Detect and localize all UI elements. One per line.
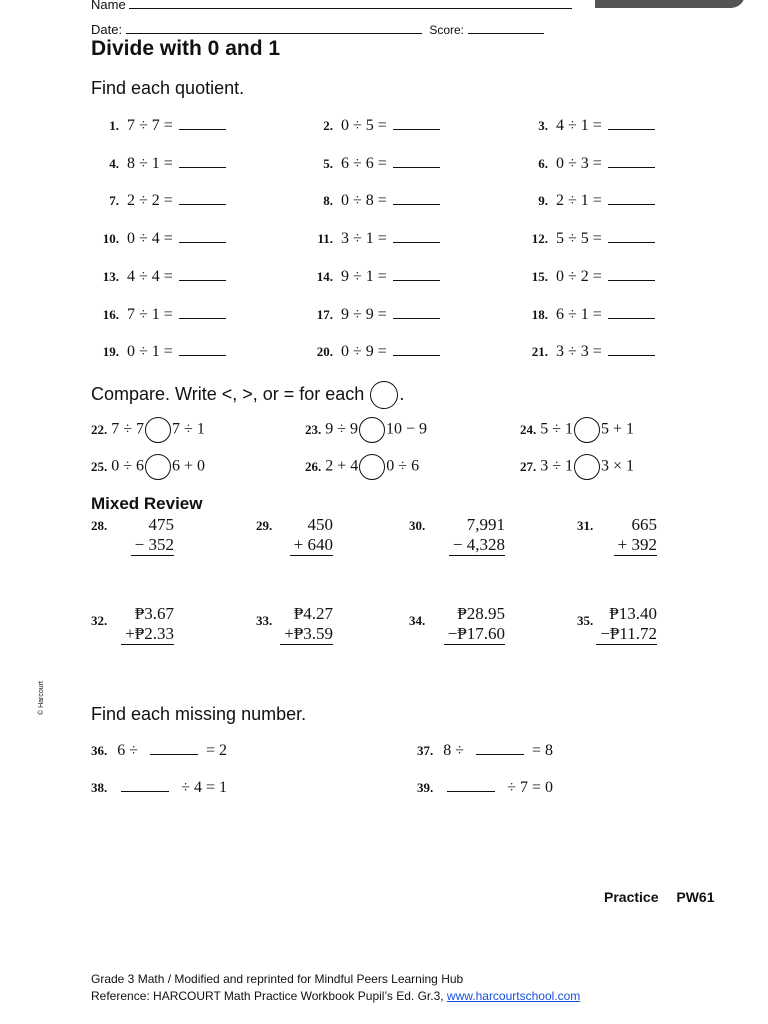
answer-blank[interactable] (179, 278, 226, 281)
bottom-number: −₱17.60 (444, 624, 505, 645)
quotient-problem (520, 343, 655, 361)
column-problem (444, 604, 505, 645)
answer-blank[interactable] (179, 316, 226, 319)
quotient-problem (520, 117, 655, 135)
date-line[interactable] (91, 21, 544, 37)
problem-number: 10. (102, 231, 119, 246)
column-problem (449, 515, 505, 556)
compare-problem (520, 417, 634, 443)
mixed-review-title: Mixed Review (91, 494, 203, 513)
problem-number: 4. (109, 156, 119, 171)
column-problem (614, 515, 657, 556)
answer-blank[interactable] (608, 127, 655, 130)
right-expression: 7 ÷ 1 (172, 420, 205, 438)
answer-blank[interactable] (179, 240, 226, 243)
top-number: ₱4.27 (293, 604, 333, 623)
problem-number: 35. (577, 613, 594, 628)
problem-text: = 2 (206, 742, 228, 759)
quotient-problem (305, 155, 440, 173)
answer-blank[interactable] (447, 789, 495, 792)
quotient-problem (91, 268, 226, 286)
answer-blank[interactable] (121, 789, 169, 792)
problem-text: 6 ÷ 6 = (341, 155, 387, 172)
problem-text: 9 ÷ 9 = (341, 306, 387, 323)
footer-reference: Reference: HARCOURT Math Practice Workbook Pupil’s Ed. Gr.3, (91, 989, 447, 1003)
compare-circle[interactable] (574, 454, 600, 480)
right-expression: 3 × 1 (601, 457, 635, 475)
top-number: 475 (148, 515, 174, 534)
problem-number: 39. (417, 780, 434, 795)
compare-circle[interactable] (145, 417, 171, 443)
footer-link[interactable]: www.harcourtschool.com (446, 989, 581, 1003)
answer-blank[interactable] (179, 353, 226, 356)
compare-problem (305, 417, 427, 443)
quotient-problem (305, 192, 440, 210)
quotient-problem (91, 230, 226, 248)
answer-blank[interactable] (393, 127, 440, 130)
right-expression: 6 + 0 (172, 457, 206, 475)
problem-text: = 8 (532, 742, 554, 759)
problem-39 (417, 779, 553, 797)
problem-text: ÷ 4 = 1 (181, 779, 228, 796)
section1-instruction: Find each quotient. (91, 78, 245, 98)
page-number: PW61 (676, 889, 715, 905)
problem-number: 38. (91, 780, 108, 795)
answer-blank[interactable] (393, 240, 440, 243)
top-number: 7,991 (466, 515, 505, 534)
practice-label (604, 889, 715, 905)
problem-number: 23. (305, 421, 322, 437)
problem-number: 22. (91, 421, 108, 437)
compare-circle[interactable] (145, 454, 171, 480)
problem-number: 21. (531, 344, 548, 359)
quotient-problem (91, 306, 226, 324)
top-number: ₱3.67 (134, 604, 174, 623)
quotient-problem (520, 155, 655, 173)
quotient-problem (305, 343, 440, 361)
problem-text: 0 ÷ 9 = (341, 343, 387, 360)
problem-number: 33. (256, 613, 273, 628)
problem-number: 28. (91, 518, 108, 533)
left-expression: 2 + 4 (325, 457, 359, 475)
problem-text: 8 ÷ (443, 742, 465, 759)
quotient-problem (91, 343, 226, 361)
problem-number: 34. (409, 613, 426, 628)
answer-blank[interactable] (179, 127, 226, 130)
bottom-number: − 352 (131, 535, 174, 556)
problem-text: 0 ÷ 5 = (341, 117, 387, 134)
lesson-badge (595, 0, 745, 8)
top-number: 450 (307, 515, 333, 534)
problem-number: 3. (538, 118, 548, 133)
answer-blank[interactable] (608, 202, 655, 205)
problem-text: 4 ÷ 1 = (556, 117, 602, 134)
problem-number: 5. (323, 156, 333, 171)
bottom-number: −₱11.72 (596, 624, 657, 645)
section2-instruction (91, 381, 404, 409)
column-problem (131, 515, 174, 556)
left-expression: 9 ÷ 9 (325, 420, 359, 438)
page-title: Divide with 0 and 1 (91, 37, 281, 60)
date-label: Date: (91, 22, 123, 37)
problem-number: 37. (417, 743, 434, 758)
answer-blank[interactable] (150, 752, 198, 755)
problem-number: 20. (316, 344, 333, 359)
problem-number: 2. (323, 118, 333, 133)
instruction-period: . (399, 383, 405, 404)
right-expression: 5 + 1 (601, 420, 635, 438)
answer-blank[interactable] (476, 752, 524, 755)
bottom-number: − 4,328 (449, 535, 505, 556)
problem-number: 30. (409, 518, 426, 533)
problem-number: 7. (109, 193, 119, 208)
column-problem (596, 604, 657, 645)
answer-blank[interactable] (393, 278, 440, 281)
bottom-number: + 640 (290, 535, 333, 556)
compare-circle[interactable] (574, 417, 600, 443)
problem-text: 8 ÷ 1 = (127, 155, 173, 172)
problem-number: 12. (531, 231, 548, 246)
problem-text: 2 ÷ 1 = (556, 192, 602, 209)
problem-number: 27. (520, 458, 537, 474)
column-problem (121, 604, 174, 645)
problem-number: 36. (91, 743, 108, 758)
compare-problem (91, 417, 205, 443)
problem-number: 29. (256, 518, 273, 533)
date-field[interactable] (126, 21, 422, 34)
problem-number: 6. (538, 156, 548, 171)
name-line[interactable] (91, 0, 572, 12)
compare-problem (305, 454, 419, 480)
score-label: Score: (429, 23, 465, 37)
problem-text: 7 ÷ 1 = (127, 306, 173, 323)
column-problem (290, 515, 333, 556)
name-label: Name (91, 0, 126, 12)
answer-blank[interactable] (608, 165, 655, 168)
answer-blank[interactable] (608, 240, 655, 243)
problem-number: 31. (577, 518, 594, 533)
quotient-problem (305, 306, 440, 324)
problem-text: 6 ÷ 1 = (556, 306, 602, 323)
footer-line-1: Grade 3 Math / Modified and reprinted for Mindful Peers Learning Hub (91, 972, 464, 986)
side-credit: © Harcourt (38, 681, 45, 715)
problem-number: 11. (317, 231, 333, 246)
problem-number: 9. (538, 193, 548, 208)
answer-blank[interactable] (393, 316, 440, 319)
answer-blank[interactable] (393, 165, 440, 168)
problem-number: 25. (91, 458, 108, 474)
quotient-problem (91, 155, 226, 173)
problem-text: 7 ÷ 7 = (127, 117, 173, 134)
problem-36 (91, 742, 227, 760)
compare-problem (91, 454, 205, 480)
left-expression: 7 ÷ 7 (111, 420, 145, 438)
problem-number: 26. (305, 458, 322, 474)
bottom-number: + 392 (614, 535, 657, 556)
problem-number: 24. (520, 421, 537, 437)
top-number: ₱13.40 (609, 604, 657, 623)
problem-number: 17. (316, 307, 333, 322)
problem-text: 6 ÷ (117, 742, 139, 759)
problem-text: 0 ÷ 3 = (556, 155, 602, 172)
top-number: 665 (631, 515, 657, 534)
left-expression: 3 ÷ 1 (540, 457, 574, 475)
problem-text: 0 ÷ 8 = (341, 192, 387, 209)
problem-number: 15. (531, 269, 548, 284)
problem-text: 4 ÷ 4 = (127, 268, 173, 285)
compare-circle[interactable] (359, 454, 385, 480)
quotient-problem (520, 306, 655, 324)
answer-blank[interactable] (608, 316, 655, 319)
problem-text: 3 ÷ 1 = (341, 230, 387, 247)
problem-number: 32. (91, 613, 108, 628)
problem-number: 1. (109, 118, 119, 133)
problem-text: 0 ÷ 2 = (556, 268, 602, 285)
quotient-problem (91, 117, 226, 135)
top-number: ₱28.95 (457, 604, 505, 623)
problem-text: 0 ÷ 4 = (127, 230, 173, 247)
compare-circle[interactable] (359, 417, 385, 443)
footer-line-2 (91, 989, 580, 1003)
quotient-problem (305, 230, 440, 248)
bottom-number: +₱3.59 (280, 624, 333, 645)
answer-blank[interactable] (393, 353, 440, 356)
left-expression: 0 ÷ 6 (111, 457, 145, 475)
problem-number: 14. (316, 269, 333, 284)
compare-problem (520, 454, 634, 480)
problem-text: ÷ 7 = 0 (507, 779, 554, 796)
bottom-number: +₱2.33 (121, 624, 174, 645)
name-field[interactable] (129, 0, 572, 9)
section3-instruction: Find each missing number. (91, 704, 307, 724)
quotient-problem (520, 268, 655, 286)
problem-37 (417, 742, 553, 760)
right-expression: 10 − 9 (386, 420, 428, 438)
quotient-problem (520, 192, 655, 210)
left-expression: 5 ÷ 1 (540, 420, 574, 438)
problem-38 (91, 779, 227, 797)
problem-text: 2 ÷ 2 = (127, 192, 173, 209)
answer-blank[interactable] (393, 202, 440, 205)
problem-text: 5 ÷ 5 = (556, 230, 602, 247)
circle-icon (370, 381, 398, 409)
problem-text: 0 ÷ 1 = (127, 343, 173, 360)
answer-blank[interactable] (608, 353, 655, 356)
answer-blank[interactable] (179, 165, 226, 168)
score-field[interactable] (468, 21, 544, 34)
quotient-problem (305, 268, 440, 286)
quotient-problem (91, 192, 226, 210)
problem-number: 16. (102, 307, 119, 322)
problem-number: 8. (323, 193, 333, 208)
right-expression: 0 ÷ 6 (386, 457, 420, 475)
problem-text: 9 ÷ 1 = (341, 268, 387, 285)
problem-number: 19. (102, 344, 119, 359)
answer-blank[interactable] (608, 278, 655, 281)
compare-instruction-text: Compare. Write <, >, or = for each (91, 383, 365, 404)
quotient-problem (520, 230, 655, 248)
problem-text: 3 ÷ 3 = (556, 343, 602, 360)
column-problem (280, 604, 333, 645)
problem-number: 13. (102, 269, 119, 284)
problem-number: 18. (531, 307, 548, 322)
practice-text: Practice (604, 889, 659, 905)
answer-blank[interactable] (179, 202, 226, 205)
quotient-problem (305, 117, 440, 135)
